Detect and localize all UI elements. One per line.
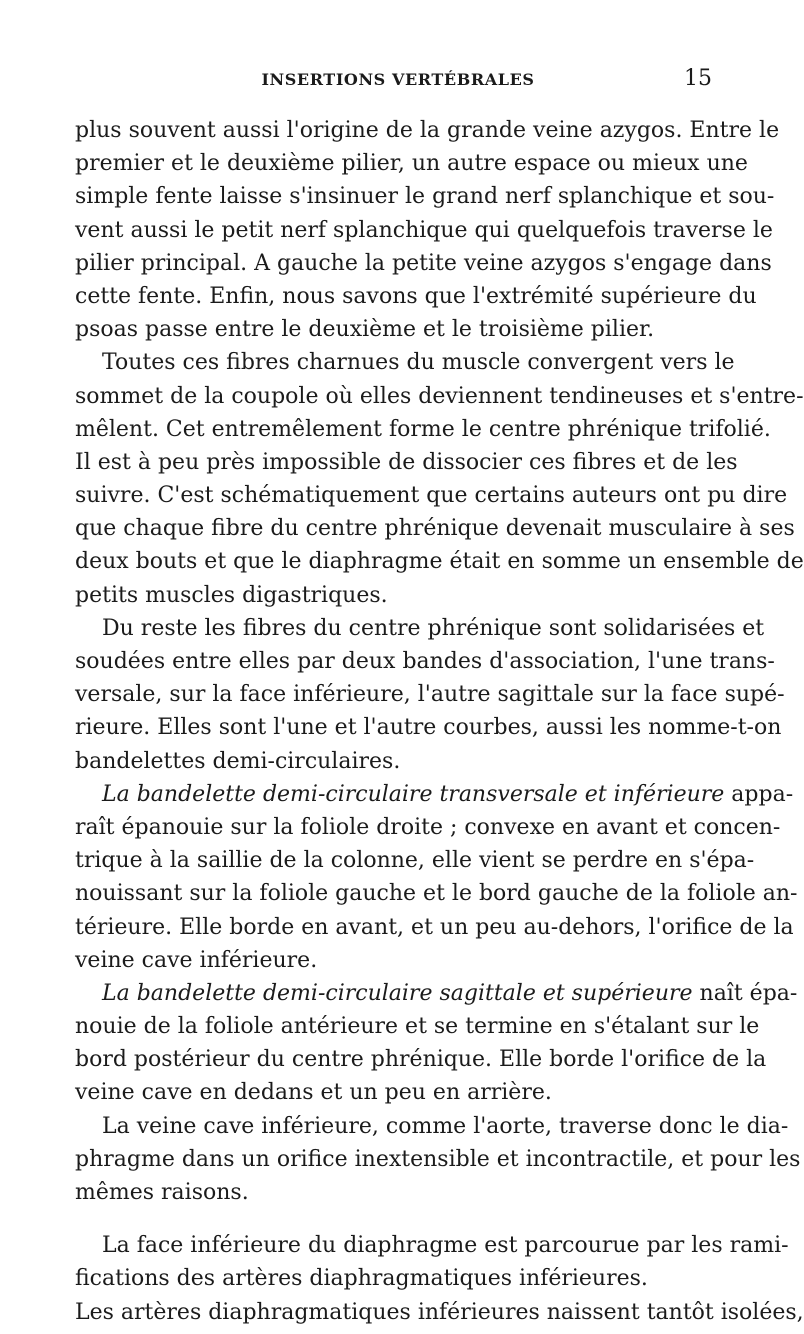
page-number: 15 (684, 66, 712, 91)
text-line: fications des artères diaphragmatiques inférieures. (75, 1266, 648, 1292)
text-run: naît épa- (692, 980, 798, 1006)
text-line: Toutes ces fibres charnues du muscle convergent vers le (102, 350, 735, 376)
text-line: veine cave en dedans et un peu en arrière. (75, 1080, 552, 1106)
text-line: trique à la saillie de la colonne, elle vient se perdre en s'épa- (75, 848, 755, 874)
running-title: INSERTIONS VERTÉBRALES (261, 70, 535, 89)
text-line: cette fente. Enfin, nous savons que l'extrémité supérieure du (75, 283, 757, 309)
text-line (75, 977, 798, 1010)
text-line: térieure. Elle borde en avant, et un peu au-dehors, l'orifice de la (75, 914, 794, 940)
text-line: mêmes raisons. (75, 1180, 249, 1205)
text-line: plus souvent aussi l'origine de la grande veine azygos. Entre le (75, 118, 780, 143)
text-line: rieure. Elles sont l'une et l'autre courbes, aussi les nomme-t-on (75, 715, 782, 741)
text-line: pilier principal. A gauche la petite veine azygos s'engage dans (75, 250, 772, 276)
text-line: bandelettes demi-circulaires. (75, 748, 401, 774)
italic-heading: La bandelette demi-circulaire transversale et inférieure (102, 781, 725, 807)
text-line: que chaque fibre du centre phrénique devenait musculaire à ses (75, 516, 795, 542)
text-run: appa- (724, 781, 794, 807)
text-line: La veine cave inférieure, comme l'aorte, traverse donc le dia- (102, 1113, 789, 1139)
text-line: Les artères diaphragmatiques inférieures naissent tantôt isolées, (75, 1299, 804, 1325)
text-line: veine cave inférieure. (75, 947, 318, 973)
text-line: Il est à peu près impossible de dissocier ces fibres et de les (75, 449, 738, 475)
text-line: simple fente laisse s'insinuer le grand nerf splanchique et sou- (75, 184, 775, 210)
text-line: sommet de la coupole où elles deviennent tendineuses et s'entre- (75, 383, 804, 409)
body-text (75, 114, 804, 1329)
text-line: vent aussi le petit nerf splanchique qui quelquefois traverse le (75, 217, 773, 243)
text-line: bord postérieur du centre phrénique. Elle borde l'orifice de la (75, 1047, 767, 1073)
text-line: psoas passe entre le deuxième et le troisième pilier. (75, 317, 655, 343)
text-line: petits muscles digastriques. (75, 582, 388, 608)
italic-heading: La bandelette demi-circulaire sagittale et supérieure (102, 980, 693, 1006)
text-line: deux bouts et que le diaphragme était en somme un ensemble de (75, 549, 804, 575)
text-line: soudées entre elles par deux bandes d'association, l'une trans- (75, 649, 775, 674)
text-line: nouie de la foliole antérieure et se termine en s'étalant sur le (75, 1014, 760, 1040)
text-line (75, 778, 794, 811)
text-line: nouissant sur la foliole gauche et le bord gauche de la foliole an- (75, 881, 798, 907)
text-line: phragme dans un orifice inextensible et incontractile, et pour les (75, 1146, 801, 1172)
text-line: suivre. C'est schématiquement que certains auteurs ont pu dire (75, 483, 788, 509)
text-line: mêlent. Cet entremêlement forme le centre phrénique trifolié. (75, 416, 771, 442)
text-line: versale, sur la face inférieure, l'autre sagittale sur la face supé- (75, 682, 785, 708)
text-line: Du reste les fibres du centre phrénique sont solidarisées et (102, 615, 765, 641)
text-line: La face inférieure du diaphragme est parcourue par les rami- (102, 1233, 789, 1259)
text-line: raît épanouie sur la foliole droite ; convexe en avant et concen- (75, 814, 781, 840)
text-line: premier et le deuxième pilier, un autre espace ou mieux une (75, 151, 748, 177)
